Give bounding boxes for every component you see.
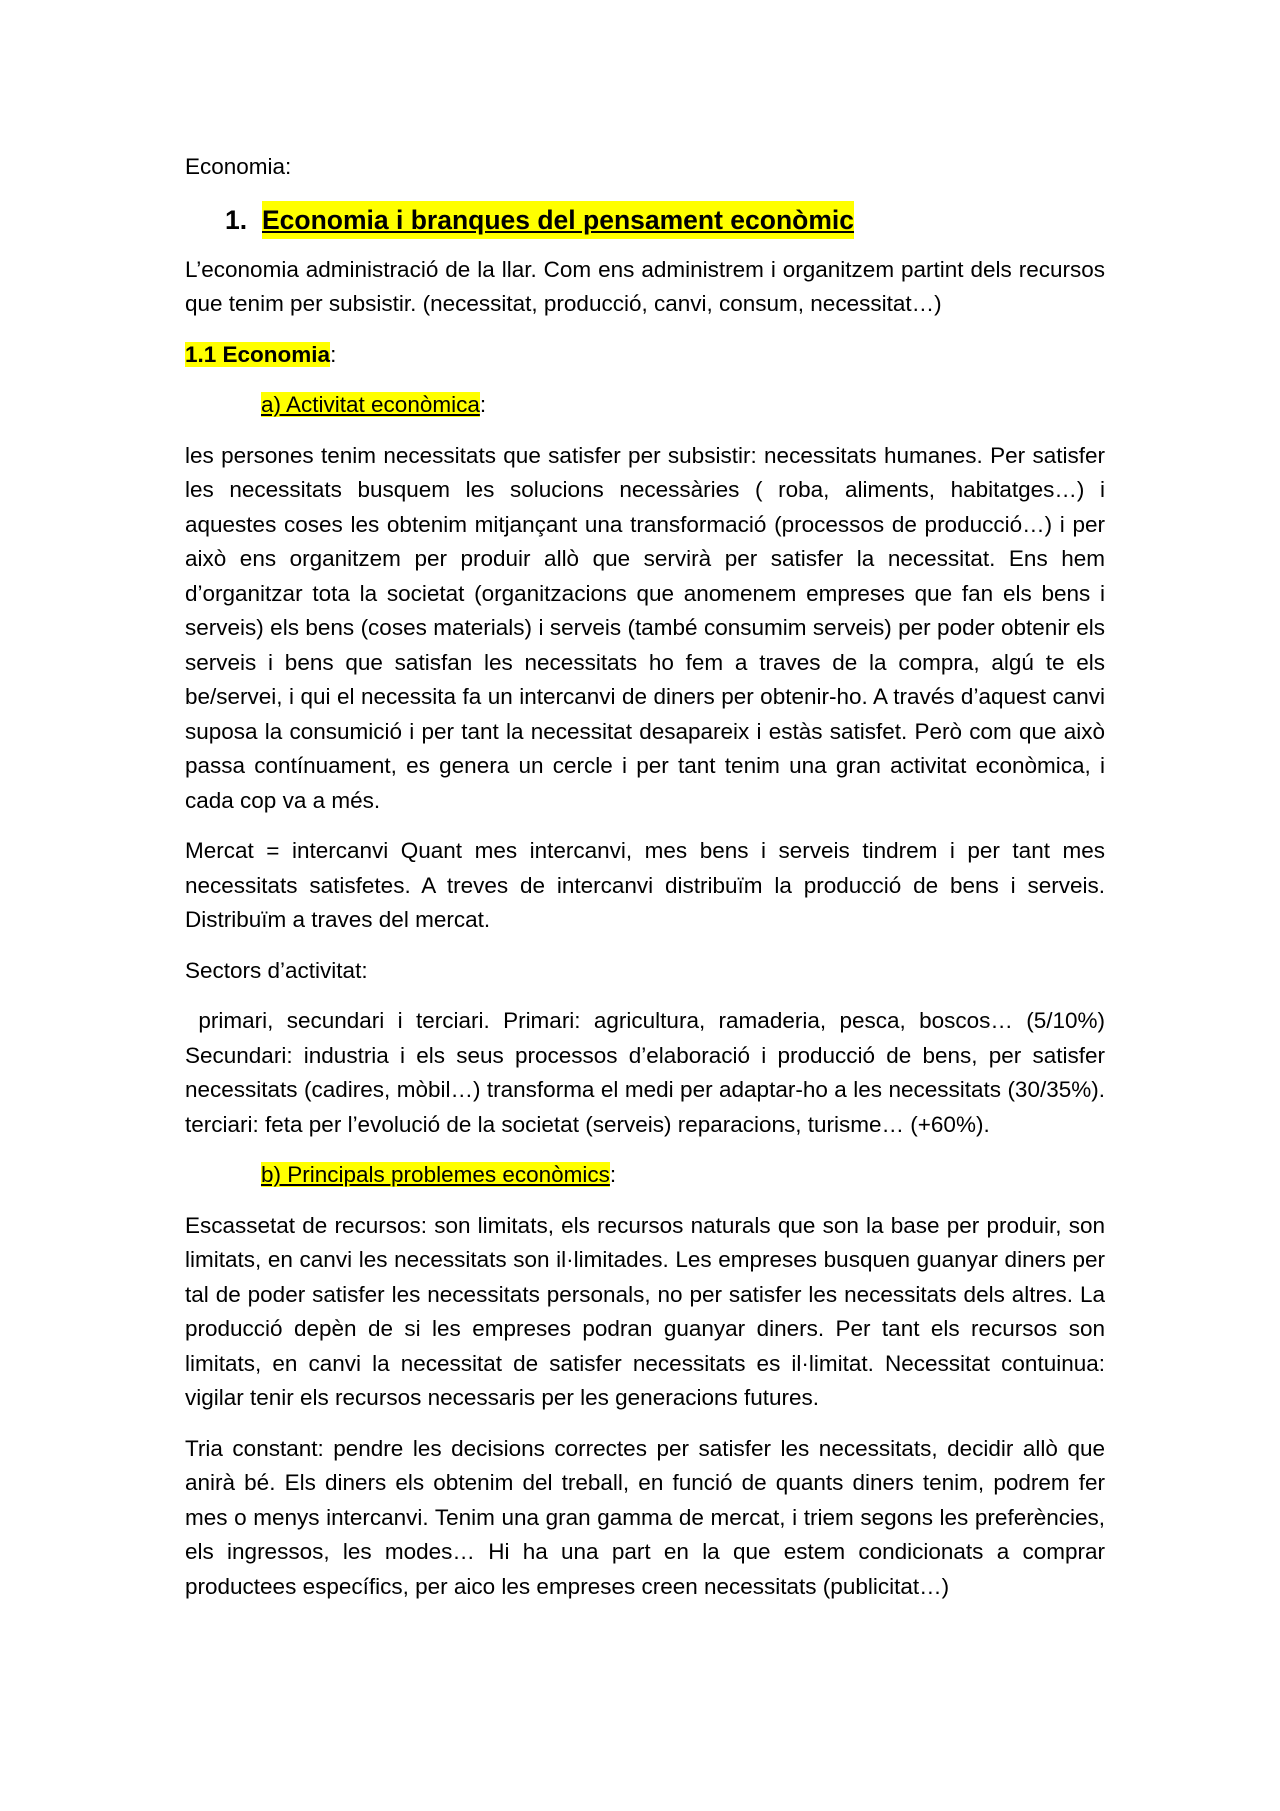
paragraph-tria: Tria constant: pendre les decisions correctes per satisfer les necessitats, decidir allò que anirà bé. Els diners els obtenim del treball, en funció de quants diners tenim, podrem fer mes o menys intercanvi. Tenim una gran gamma de mercat, i triem segons les preferències, els ingressos, les modes… Hi ha una part en la que estem condicionats a comprar productees específics, per aico les empreses creen necessitats (publicitat…) [185,1435,1105,1599]
paragraph-activitat: les persones tenim necessitats que satisfer per subsistir: necessitats humanes. Per satisfer les necessitats busquem les solucions necessàries ( roba, aliments, habitatges…) i aquestes coses les obtenim mitjançant una transformació (processos de producció…) i per això ens organitzem per produir allò que servirà per satisfer la necessitat. Ens hem d’organitzar tota la societat (organitzacions que anomenem empreses que fan els bens i serveis) els bens (coses materials) i serveis (també consumim serveis) per poder obtenir els serveis i bens que satisfan les necessitats ho fem a traves de la compra, algú te els be/servei, i qui el necessita fa un intercanvi de diners per obtenir-ho. A través d’aquest canvi suposa la consumició i per tant la necessitat desapareix i estàs satisfet. Però com que això passa contínuament, es genera un cercle i per tant tenim una gran activitat econòmica, i cada cop va a més. [185,442,1105,813]
sectors-label: Sectors d’activitat: [185,957,368,983]
subsection-a-title: a) Activitat econòmica [261,392,480,417]
heading-number: 1. [225,204,248,235]
paragraph-escassetat: Escassetat de recursos: son limitats, els recursos naturals que son la base per produir, son limitats, en canvi les necessitats son il·limitades. Les empreses busquen guanyar diners per tal de poder satisfer les necessitats personals, no per satisfer les necessitats dels altres. La producció depèn de si les empreses podran guanyar diners. Per tant els recursos son limitats, en canvi la necessitat de satisfer necessitats es il·limitat. Necessitat contuinua: vigilar tenir els recursos necessaris per les generacions futures. [185,1212,1105,1410]
subsection-a-suffix: : [479,392,487,417]
heading-title: Economia i branques del pensament econòmic [262,201,854,239]
subsection-b-heading [261,1158,1105,1193]
subsection-a-heading [261,388,1105,423]
section-1-1-suffix: : [330,341,337,367]
paragraph-sectors: primari, secundari i terciari. Primari: agricultura, ramaderia, pesca, boscos… (5/10%) Secundari: industria i els seus processos d’elaboració i producció de bens, per satisfer necessitats (cadires, mòbil…) transforma el medi per adaptar-ho a les necessitats (30/35%). terciari: feta per l’evolució de la societat (serveis) reparacions, turisme… (+60%). [185,1008,1112,1137]
paragraph-mercat: Mercat = intercanvi Quant mes intercanvi, mes bens i serveis tindrem i per tant mes necessitats satisfetes. A treves de intercanvi distribuïm la producció de bens i serveis. Distribuïm a traves del mercat. [185,838,1105,932]
subsection-b-title: b) Principals problemes econòmics [261,1162,610,1187]
subsection-b-suffix: : [609,1162,617,1187]
document-label: Economia: [185,154,292,179]
intro-paragraph: L’economia administració de la llar. Com ens administrem i organitzem partint dels recursos que tenim per subsistir. (necessitat, producció, canvi, consum, necessitat…) [185,256,1105,316]
section-1-1-title: 1.1 Economia [185,341,331,367]
heading-1 [225,201,1105,239]
section-1-1-heading [185,338,1105,373]
document-page [185,150,1112,1620]
